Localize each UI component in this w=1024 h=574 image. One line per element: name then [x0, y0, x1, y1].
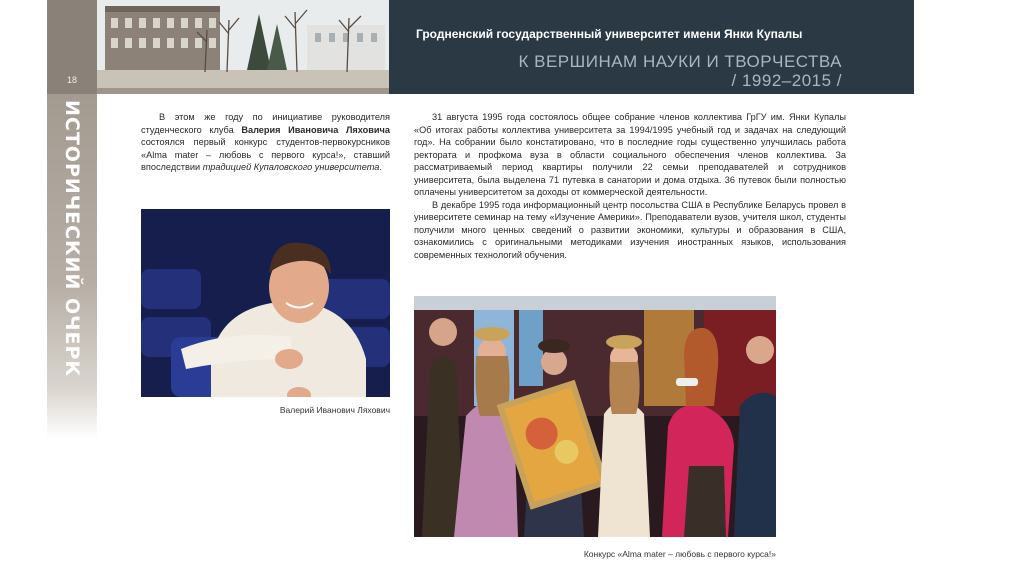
intro-text-middle: состоялся первый конкурс студентов-первокурсников «Alma mater – любовь с первого курса!», ставший впоследствии	[141, 137, 390, 172]
portrait-photo	[141, 209, 390, 397]
stage-photo	[414, 296, 776, 537]
section-title-vertical: ИСТОРИЧЕСКИЙ ОЧЕРК	[61, 100, 83, 377]
main-paragraph-1: 31 августа 1995 года состоялось общее собрание членов коллектива ГрГУ им. Янки Купалы «Об итогах работы коллектива университета за 1994/1995 учебный год и задачах на следующий год». На собрании было констатировано, что в последние годы существенно улучшилась работа ректората и профкома вуза в области социального обеспечения членов коллектива. За рассматриваемый период квартиры получили 22 семьи преподавателей и сотрудников университета, была выделена 71 путевка в санатории и дома отдыха. 36 путевок были полностью оплачены университетом за доходы от коммерческой деятельности.	[414, 112, 846, 197]
stage-caption: Конкурс «Alma mater – любовь с первого курса!»	[583, 549, 776, 559]
main-paragraph-2: В декабре 1995 года информационный центр посольства США в Республике Беларусь провел в университете семинар на тему «Изучение Америки». Преподаватели вузов, учителя школ, студенты получили много ценных сведений о развитии экономики, культуры и образования в США, ознакомились с оригинальными методиками изучения иностранных языков, использования современных технологий обучения.	[414, 199, 846, 260]
university-name: Гродненский государственный университет имени Янки Купалы	[416, 27, 803, 41]
header-building-photo	[97, 0, 389, 94]
intro-name: Валерия Ивановича Ляховича	[241, 124, 390, 135]
page-number: 18	[66, 75, 77, 85]
main-text	[414, 111, 846, 261]
book-title: К ВЕРШИНАМ НАУКИ И ТВОРЧЕСТВА	[518, 52, 842, 71]
portrait-caption: Валерий Иванович Ляхович	[279, 405, 390, 415]
intro-text-end: .	[379, 162, 382, 172]
intro-text-start: В этом же году по инициативе руководителя студенческого клуба	[141, 112, 390, 135]
book-years: / 1992–2015 /	[731, 71, 842, 90]
intro-tradition: традицией Купаловского университета	[202, 162, 380, 172]
intro-paragraph	[141, 111, 390, 174]
